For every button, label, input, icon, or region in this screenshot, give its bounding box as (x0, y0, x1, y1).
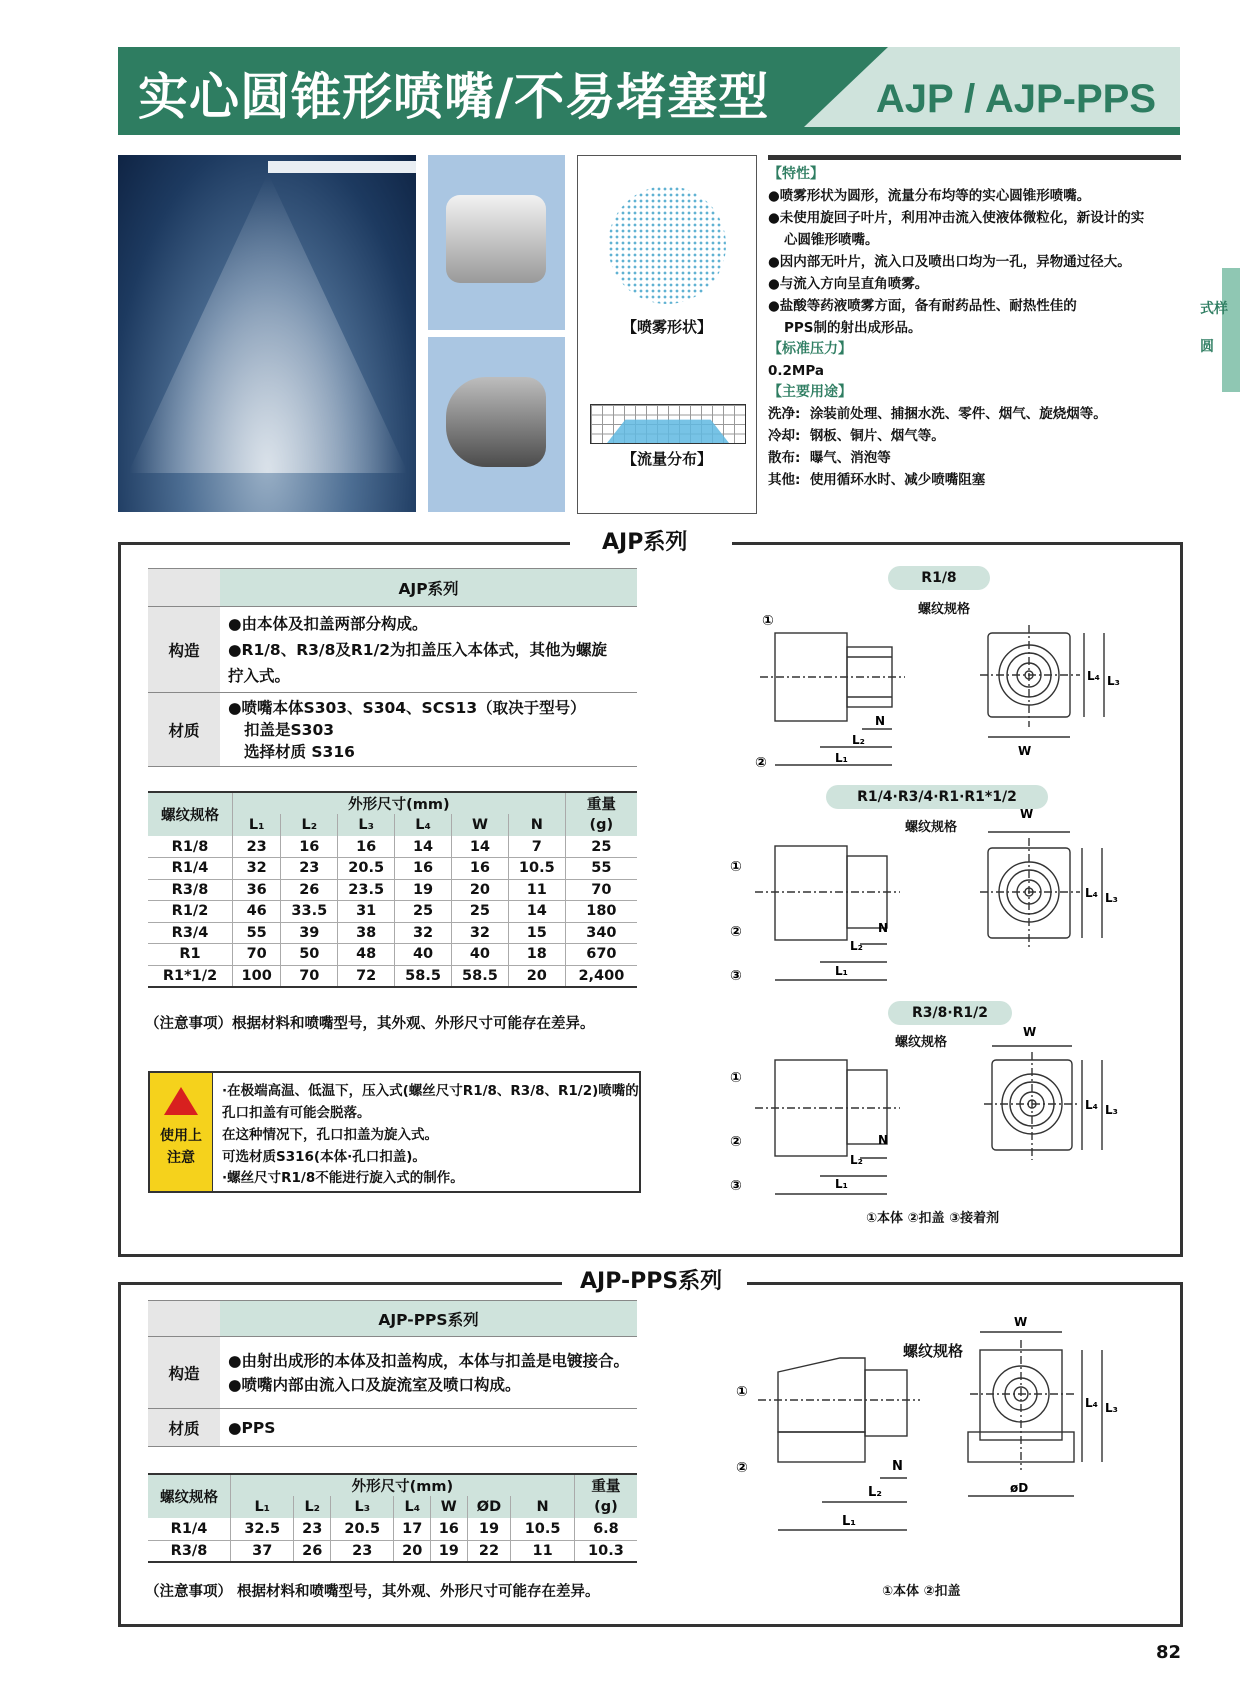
value-cell: 2,400 (578, 967, 625, 984)
material-line: 扣盖是S303 (244, 720, 335, 739)
table-row (148, 901, 637, 923)
diagram-pps (730, 1315, 1160, 1550)
structure-line: ●由本体及扣盖两部分构成。 (228, 614, 428, 633)
material-line: 选择材质 S316 (244, 742, 355, 761)
value-cell: 11 (511, 1540, 574, 1562)
col-n: N (508, 814, 565, 836)
page-header (118, 47, 1180, 135)
value-cell: 23 (331, 1540, 394, 1562)
svg-text:L₃: L₃ (1105, 891, 1118, 905)
value-cell: 16 (452, 858, 509, 880)
thread-cell: R1 (148, 944, 233, 966)
value-cell: 180 (586, 903, 617, 920)
svg-text:L₁: L₁ (835, 964, 848, 978)
svg-text:L₂: L₂ (868, 1485, 882, 1500)
table-row (148, 965, 637, 987)
ajp-dims-table (148, 791, 637, 988)
table-row (148, 879, 637, 901)
thread-cell: R1/4 (148, 1518, 231, 1540)
value-cell: 23 (233, 836, 281, 858)
value-cell: 72 (338, 965, 395, 987)
diagram-legend: ①本体 ②扣盖 ③接着剂 (866, 1211, 1000, 1226)
spray-photo (118, 155, 416, 512)
value-cell: 17 (394, 1518, 431, 1540)
features-panel (768, 155, 1181, 517)
svg-text:øD: øD (1010, 1481, 1029, 1495)
diagram-label-r18: R1/8 (888, 566, 990, 590)
thread-cell: R1*1/2 (148, 965, 233, 987)
flow-dist-caption: 【流量分布】 (621, 450, 712, 468)
value-cell: 20.5 (331, 1518, 394, 1540)
thread-cell: R1/8 (148, 836, 233, 858)
table-row (148, 1518, 637, 1540)
value-cell: 25 (395, 901, 452, 923)
value-cell: 16 (431, 1518, 468, 1540)
feature-line: ●未使用旋回子叶片，利用冲击流入使液体微粒化，新设计的实 (768, 210, 1145, 226)
value-cell: 40 (452, 944, 509, 966)
ajp-section-title: AJP系列 (588, 525, 701, 556)
svg-text:L₁: L₁ (835, 1177, 848, 1191)
svg-text:②: ② (730, 924, 742, 940)
svg-text:L₃: L₃ (1107, 674, 1120, 688)
pps-info-head: AJP-PPS系列 (220, 1301, 637, 1337)
svg-text:L₃: L₃ (1105, 1103, 1118, 1117)
svg-text:L₄: L₄ (1085, 1098, 1098, 1112)
side-tab-label: 式样 (1200, 301, 1228, 317)
pps-note: （注意事项） 根据材料和喷嘴型号，其外观、外形尺寸可能存在差异。 (145, 1584, 600, 1600)
warning-line: 孔口扣盖有可能会脱落。 (222, 1105, 371, 1121)
value-cell: 20 (508, 965, 565, 987)
pps-section-title: AJP-PPS系列 (566, 1264, 736, 1295)
svg-text:N: N (892, 1459, 903, 1474)
col-dims: 外形尺寸(mm) (231, 1474, 575, 1496)
value-cell: 70 (281, 965, 338, 987)
table-row (148, 944, 637, 966)
value-cell: 23.5 (338, 879, 395, 901)
value-cell: 23 (281, 858, 338, 880)
value-cell: 18 (508, 944, 565, 966)
svg-text:①: ① (730, 859, 742, 875)
svg-text:L₁: L₁ (842, 1514, 856, 1529)
table-row (148, 836, 637, 858)
value-cell: 32 (395, 922, 452, 944)
value-cell: 19 (431, 1540, 468, 1562)
value-cell: 16 (338, 836, 395, 858)
value-cell: 48 (338, 944, 395, 966)
value-cell: 58.5 (452, 965, 509, 987)
svg-text:W: W (1018, 744, 1032, 758)
ajp-info-head: AJP系列 (220, 569, 637, 607)
value-cell: 16 (281, 836, 338, 858)
pps-dims-table: 螺纹规格 外形尺寸(mm) 重量 L₁ L₂ L₃ L₄ W ØD N (g) R1/4 32.5 23 20.5 17 16 19 10.5 6.8 R3/8 37 26 23 20 19 22 11 10.3 (148, 1473, 637, 1563)
value-cell: 11 (508, 879, 565, 901)
value-cell: 25 (452, 901, 509, 923)
warning-line: 在这种情况下，孔口扣盖为旋入式。 (222, 1127, 438, 1143)
svg-text:N: N (878, 921, 889, 935)
structure-key: 构造 (148, 607, 220, 693)
feature-line: 心圆锥形喷嘴。 (784, 232, 879, 248)
thread-cell: R3/8 (148, 1540, 231, 1562)
use-line: 其他: 使用循环水时、减少喷嘴阻塞 (768, 472, 986, 488)
warning-icon (164, 1087, 198, 1115)
col-l4: L₄ (395, 814, 452, 836)
ajp-note: （注意事项）根据材料和喷嘴型号，其外观、外形尺寸可能存在差异。 (145, 1016, 595, 1032)
svg-text:N: N (875, 714, 886, 728)
svg-text:①: ① (730, 1070, 742, 1086)
thread-label: 螺纹规格 (918, 602, 971, 617)
feature-line: PPS制的射出成形品。 (784, 320, 922, 336)
thread-cell: R3/4 (148, 922, 233, 944)
value-cell: 46 (233, 901, 281, 923)
side-index-tab (1222, 268, 1240, 392)
table-row (148, 922, 637, 944)
value-cell: 14 (395, 836, 452, 858)
col-thread: 螺纹规格 (148, 1474, 231, 1518)
spray-pattern-panel (577, 155, 757, 514)
thread-label: 螺纹规格 (895, 1035, 948, 1050)
nozzle-photo-dark (428, 337, 565, 512)
structure-key: 构造 (148, 1337, 220, 1409)
warning-box: 使用上 注意 ·在极端高温、低温下，压入式(螺丝尺寸R1/8、R3/8、R1/2)喷嘴的 孔口扣盖有可能会脱落。 在这种情况下，孔口扣盖为旋入式。 可选材质S316(本体·孔口扣盖)。 ·螺丝尺寸R1/8不能进行旋入式的制作。 (148, 1071, 641, 1193)
svg-text:L₁: L₁ (835, 751, 848, 765)
diagram-legend: ①本体 ②扣盖 (882, 1584, 961, 1599)
col-unit: (g) (565, 814, 637, 836)
use-line: 冷却: 钢板、铜片、烟气等。 (768, 428, 945, 444)
value-cell: 14 (452, 836, 509, 858)
svg-text:②: ② (755, 755, 767, 771)
value-cell: 32.5 (231, 1518, 294, 1540)
value-cell: 20 (394, 1540, 431, 1562)
diagram-r38 (730, 1025, 1160, 1208)
page-number: 82 (1156, 1642, 1182, 1663)
thread-cell: R1/4 (148, 858, 233, 880)
col-thread: 螺纹规格 (148, 792, 233, 836)
pressure-heading: 【标准压力】 (768, 341, 852, 357)
diagram-label-r38: R3/8·R1/2 (888, 1001, 1012, 1025)
warning-line: ·螺丝尺寸R1/8不能进行旋入式的制作。 (222, 1170, 464, 1186)
col-dims: 外形尺寸(mm) (233, 792, 566, 814)
value-cell: 22 (467, 1540, 511, 1562)
value-cell: 23 (294, 1518, 331, 1540)
table-row (148, 1540, 637, 1562)
svg-text:L₄: L₄ (1085, 886, 1098, 900)
pressure-value: 0.2MPa (768, 363, 824, 379)
value-cell: 32 (452, 922, 509, 944)
value-cell: 19 (395, 879, 452, 901)
svg-text:②: ② (736, 1460, 748, 1476)
value-cell: 70 (233, 944, 281, 966)
pps-info-table (148, 1300, 637, 1447)
diagram-label-r14: R1/4·R3/4·R1·R1*1/2 (826, 785, 1048, 809)
material-key: 材质 (148, 693, 220, 767)
warning-line: 可选材质S316(本体·孔口扣盖)。 (222, 1149, 426, 1165)
thread-label: 螺纹规格 (903, 1342, 964, 1360)
svg-text:L₂: L₂ (850, 1153, 863, 1167)
spray-shape-caption: 【喷雾形状】 (621, 318, 712, 336)
material-key: 材质 (148, 1409, 220, 1447)
material-line: ●PPS (228, 1418, 276, 1437)
svg-text:W: W (1023, 1025, 1037, 1039)
flow-distribution-graphic (590, 404, 746, 444)
col-w: W (452, 814, 509, 836)
warning-line: ·在极端高温、低温下，压入式(螺丝尺寸R1/8、R3/8、R1/2)喷嘴的 (222, 1083, 639, 1099)
value-cell: 36 (233, 879, 281, 901)
value-cell: 55 (591, 860, 612, 877)
col-l3: L₃ (338, 814, 395, 836)
value-cell: 100 (233, 965, 281, 987)
col-weight: 重量 (565, 792, 637, 814)
value-cell: 10.3 (588, 1542, 624, 1559)
value-cell: 39 (281, 922, 338, 944)
thread-label: 螺纹规格 (905, 820, 958, 835)
feature-line: ●因内部无叶片，流入口及喷出口均为一孔，异物通过径大。 (768, 254, 1131, 270)
model-code: AJP / AJP-PPS (875, 77, 1156, 121)
features-heading: 【特性】 (768, 166, 824, 182)
value-cell: 10.5 (508, 858, 565, 880)
svg-text:②: ② (730, 1134, 742, 1150)
value-cell: 70 (591, 881, 612, 898)
material-line: ●喷嘴本体S303、S304、SCS13（取决于型号） (228, 698, 586, 717)
structure-line: 拧入式。 (228, 666, 291, 685)
value-cell: 14 (508, 901, 565, 923)
thread-cell: R1/2 (148, 901, 233, 923)
svg-text:L₃: L₃ (1105, 1401, 1118, 1415)
col-weight: 重量 (574, 1474, 637, 1496)
value-cell: 20 (452, 879, 509, 901)
value-cell: 31 (338, 901, 395, 923)
table-row (148, 858, 637, 880)
spray-shape-graphic (608, 186, 726, 304)
uses-heading: 【主要用途】 (768, 384, 852, 400)
feature-line: ●喷雾形状为圆形，流量分布均等的实心圆锥形喷嘴。 (768, 188, 1091, 204)
svg-text:①: ① (736, 1384, 748, 1400)
diagram-r14 (730, 807, 1160, 990)
value-cell: 55 (233, 922, 281, 944)
value-cell: 6.8 (593, 1520, 619, 1537)
structure-line: ●由射出成形的本体及扣盖构成，本体与扣盖是电镀接合。 (228, 1351, 630, 1370)
structure-line: ●喷嘴内部由流入口及旋流室及喷口构成。 (228, 1375, 521, 1394)
col-l1: L₁ (233, 814, 281, 836)
feature-line: ●盐酸等药液喷雾方面，备有耐药品性、耐热性佳的 (768, 298, 1077, 314)
ajp-info-table (148, 568, 637, 767)
svg-text:L₂: L₂ (850, 939, 863, 953)
value-cell: 33.5 (281, 901, 338, 923)
svg-text:①: ① (762, 613, 774, 629)
value-cell: 26 (294, 1540, 331, 1562)
use-line: 散布: 曝气、消泡等 (768, 450, 891, 466)
side-tab-label: 圆 (1200, 339, 1214, 355)
value-cell: 15 (508, 922, 565, 944)
svg-text:N: N (878, 1133, 889, 1147)
svg-text:L₄: L₄ (1085, 1396, 1098, 1410)
svg-text:③: ③ (730, 1178, 742, 1194)
value-cell: 37 (231, 1540, 294, 1562)
svg-text:W: W (1014, 1315, 1028, 1329)
nozzle-photo-stainless (428, 155, 565, 330)
value-cell: 58.5 (395, 965, 452, 987)
value-cell: 10.5 (511, 1518, 574, 1540)
value-cell: 26 (281, 879, 338, 901)
diagram-r18 (740, 605, 1160, 775)
value-cell: 19 (467, 1518, 511, 1540)
value-cell: 670 (586, 946, 617, 963)
feature-line: ●与流入方向呈直角喷雾。 (768, 276, 929, 292)
value-cell: 50 (281, 944, 338, 966)
svg-text:③: ③ (730, 968, 742, 984)
thread-cell: R3/8 (148, 879, 233, 901)
value-cell: 40 (395, 944, 452, 966)
value-cell: 340 (586, 924, 617, 941)
value-cell: 20.5 (338, 858, 395, 880)
value-cell: 32 (233, 858, 281, 880)
svg-text:L₄: L₄ (1087, 669, 1100, 683)
value-cell: 7 (508, 836, 565, 858)
value-cell: 38 (338, 922, 395, 944)
value-cell: 25 (591, 838, 612, 855)
use-line: 洗净: 涂装前处理、捕捆水洗、零件、烟气、旋烧烟等。 (768, 406, 1107, 422)
svg-text:W: W (1020, 807, 1034, 821)
structure-line: ●R1/8、R3/8及R1/2为扣盖压入本体式，其他为螺旋 (228, 640, 608, 659)
page-title: 实心圆锥形喷嘴/不易堵塞型 (138, 68, 770, 126)
svg-text:L₂: L₂ (852, 733, 865, 747)
value-cell: 16 (395, 858, 452, 880)
col-l2: L₂ (281, 814, 338, 836)
